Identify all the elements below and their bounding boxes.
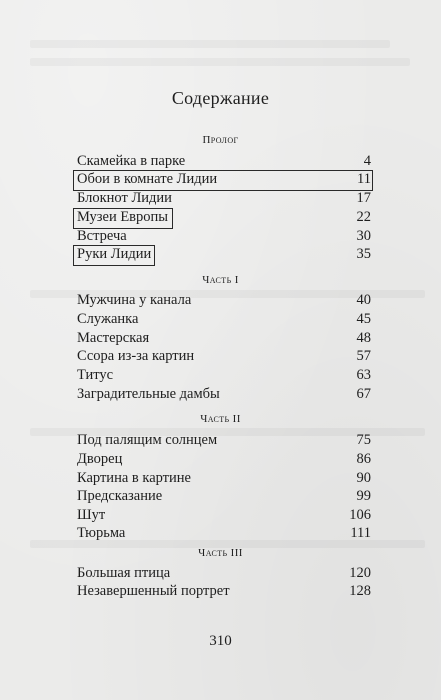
toc-entry[interactable] (73, 310, 373, 330)
toc-entry[interactable] (73, 329, 373, 349)
toc-entry-page: 57 (356, 348, 371, 364)
toc-entry[interactable] (73, 564, 373, 584)
toc-entry-page: 22 (356, 209, 371, 225)
toc-entry-title: Руки Лидии (77, 246, 152, 262)
toc-entry[interactable] (73, 582, 373, 602)
toc-entry-page: 4 (363, 153, 371, 169)
toc-entry-title: Большая птица (77, 565, 171, 581)
bleed-through-line (30, 58, 410, 66)
toc-entry-title: Скамейка в парке (77, 153, 186, 169)
toc-entry-page: 11 (357, 171, 371, 187)
toc-entry-page: 45 (356, 311, 371, 327)
section-label-part-2: Часть II (200, 413, 241, 425)
toc-entry-title: Блокнот Лидии (77, 190, 172, 206)
page-number: 310 (209, 633, 232, 649)
toc-entry-title: Мужчина у канала (77, 292, 192, 308)
toc-entry-title: Мастерская (77, 330, 150, 346)
toc-entry-title: Обои в комнате Лидии (77, 171, 218, 187)
toc-entry-title: Шут (77, 507, 106, 523)
toc-entry-page: 86 (356, 451, 371, 467)
toc-entry-page: 111 (350, 525, 371, 541)
toc-entry-page: 67 (356, 386, 371, 402)
toc-entry-title: Картина в картине (77, 470, 191, 486)
toc-entry-page: 48 (356, 330, 371, 346)
toc-entry-title: Музеи Европы (77, 209, 169, 225)
toc-entry[interactable] (73, 469, 373, 489)
toc-entry-page: 128 (349, 583, 371, 599)
toc-entry[interactable] (73, 189, 373, 209)
toc-entry-title: Ссора из-за картин (77, 348, 195, 364)
toc-entry[interactable] (73, 208, 373, 228)
toc-entry-page: 75 (356, 432, 371, 448)
section-label-part-1: Часть I (202, 274, 239, 286)
toc-entry[interactable] (73, 291, 373, 311)
toc-entry-page: 120 (349, 565, 371, 581)
bleed-through-line (30, 40, 390, 48)
toc-entry-page: 17 (356, 190, 371, 206)
toc-entry[interactable] (73, 366, 373, 386)
toc-entry[interactable] (73, 524, 373, 544)
toc-entry-title: Под палящим солнцем (77, 432, 218, 448)
toc-entry[interactable] (73, 152, 373, 172)
toc-entry-title: Встреча (77, 228, 127, 244)
section-label-prologue: Пролог (202, 134, 239, 146)
toc-entry[interactable] (73, 385, 373, 405)
toc-entry-page: 99 (356, 488, 371, 504)
toc-entry-title: Предсказание (77, 488, 163, 504)
toc-entry-title: Служанка (77, 311, 139, 327)
toc-entry-title: Тюрьма (77, 525, 126, 541)
toc-entry[interactable] (73, 431, 373, 451)
toc-entry-page: 40 (356, 292, 371, 308)
toc-entry-title: Титус (77, 367, 114, 383)
toc-entry[interactable] (73, 450, 373, 470)
toc-entry-page: 90 (356, 470, 371, 486)
toc-entry-page: 106 (349, 507, 371, 523)
page-title: Содержание (171, 88, 270, 108)
toc-entry[interactable] (73, 170, 373, 190)
toc-entry[interactable] (73, 227, 373, 247)
toc-entry-page: 63 (356, 367, 371, 383)
toc-entry-title: Незавершенный портрет (77, 583, 230, 599)
toc-entry[interactable] (73, 245, 373, 265)
toc-entry-title: Дворец (77, 451, 123, 467)
toc-entry[interactable] (73, 487, 373, 507)
toc-entry[interactable] (73, 506, 373, 526)
toc-entry-page: 30 (356, 228, 371, 244)
toc-entry[interactable] (73, 347, 373, 367)
toc-entry-title: Заградительные дамбы (77, 386, 220, 402)
section-label-part-3: Часть III (198, 547, 243, 559)
toc-entry-page: 35 (356, 246, 371, 262)
